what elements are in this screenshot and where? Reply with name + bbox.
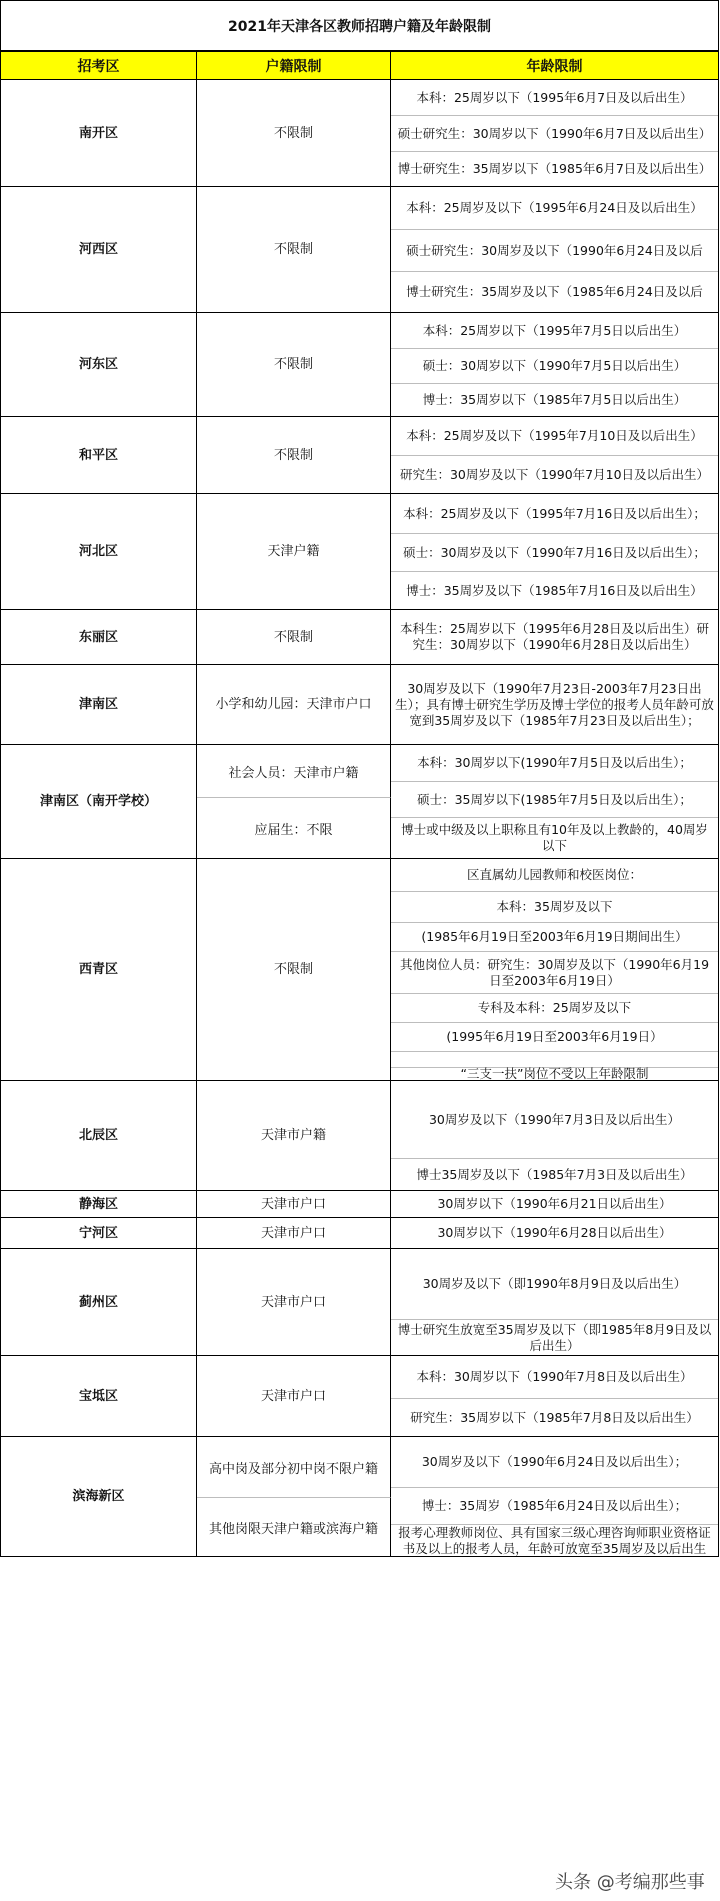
age-subcell: 硕士：30周岁及以下（1990年7月16日及以后出生）； <box>391 533 718 571</box>
age-subcell: 博士或中级及以上职称且有10年及以上教龄的，40周岁以下 <box>391 817 718 858</box>
district-cell: 宝坻区 <box>1 1356 197 1436</box>
table-row <box>0 1437 719 1557</box>
age-subcell: 30周岁及以下（1990年6月24日及以后出生）； <box>421 1454 688 1469</box>
age-subcell: 本科：35周岁及以下 <box>391 891 718 922</box>
age-subcell <box>391 1051 718 1067</box>
district-cell: 和平区 <box>1 417 197 493</box>
district-cell: 静海区 <box>1 1191 197 1217</box>
district-cell: 河东区 <box>1 313 197 416</box>
age-subcell: 30周岁以下（1990年6月21日以后出生） <box>437 1196 672 1211</box>
table-row <box>0 665 719 745</box>
district-cell: 津南区（南开学校） <box>1 745 197 858</box>
age-subcell: 硕士研究生：30周岁以下（1990年6月7日及以后出生） <box>391 115 718 151</box>
table-header <box>0 51 719 80</box>
age-subcell: “三支一扶”岗位不受以上年龄限制 <box>391 1067 718 1080</box>
huji-cell: 不限制 <box>197 859 391 1080</box>
table-row <box>0 1249 719 1356</box>
huji-cell: 天津市户口 <box>197 1249 391 1355</box>
huji-cell: 小学和幼儿园：天津市户口 <box>197 665 391 744</box>
district-cell: 滨海新区 <box>1 1437 197 1556</box>
table-row <box>0 494 719 610</box>
table-row <box>0 417 719 494</box>
age-subcell: 硕士：35周岁以下(1985年7月5日及以后出生）； <box>391 781 718 817</box>
age-subcell: 报考心理教师岗位、具有国家三级心理咨询师职业资格证书及以上的报考人员，年龄可放宽至35周岁及以后出生 <box>391 1524 718 1556</box>
header-district: 招考区 <box>1 52 197 79</box>
huji-cell: 天津市户口 <box>197 1356 391 1436</box>
table-row <box>0 80 719 187</box>
age-subcell: 本科：25周岁及以下（1995年7月10日及以后出生） <box>406 428 703 443</box>
age-subcell: 其他岗位人员：研究生：30周岁及以下（1990年6月19日至2003年6月19日） <box>391 951 718 993</box>
table-row <box>0 1218 719 1249</box>
age-subcell: 研究生：30周岁及以下（1990年7月10日及以后出生） <box>391 455 718 493</box>
age-subcell: 本科：30周岁以下（1990年7月8日及以后出生） <box>416 1369 693 1384</box>
age-subcell: 博士35周岁及以下（1985年7月3日及以后出生） <box>391 1158 718 1190</box>
district-cell: 东丽区 <box>1 610 197 664</box>
table-row <box>0 1081 719 1191</box>
age-subcell: 博士研究生放宽至35周岁及以下（即1985年8月9日及以后出生） <box>391 1319 718 1355</box>
huji-cell: 不限制 <box>197 610 391 664</box>
age-subcell: 本科：25周岁及以下（1995年6月24日及以后出生） <box>406 200 703 215</box>
district-cell: 南开区 <box>1 80 197 186</box>
age-subcell: 本科生：25周岁以下（1995年6月28日及以后出生）研究生：30周岁以下（1990年6月28日及以后出生） <box>399 621 710 652</box>
district-cell: 津南区 <box>1 665 197 744</box>
age-subcell: 博士：35周岁（1985年6月24日及以后出生）； <box>391 1487 718 1524</box>
watermark-text: 头条 @考编那些事 <box>555 1872 705 1893</box>
table-row <box>0 1356 719 1437</box>
huji-subcell: 应届生：不限 <box>197 797 391 858</box>
age-subcell: 本科：25周岁及以下（1995年7月16日及以后出生）； <box>403 505 706 521</box>
age-subcell: 博士：35周岁以下（1985年7月5日以后出生） <box>391 383 718 416</box>
age-subcell: 硕士研究生：30周岁及以下（1990年6月24日及以后 <box>391 229 718 271</box>
huji-subcell: 其他岗限天津户籍或滨海户籍 <box>197 1497 391 1556</box>
district-cell: 河北区 <box>1 494 197 609</box>
age-subcell: 区直属幼儿园教师和校医岗位： <box>466 867 642 882</box>
age-subcell: 博士：35周岁及以下（1985年7月16日及以后出生） <box>391 571 718 609</box>
huji-cell: 不限制 <box>197 313 391 416</box>
huji-cell: 天津市户口 <box>197 1218 391 1248</box>
age-subcell: 研究生：35周岁以下（1985年7月8日及以后出生） <box>391 1398 718 1436</box>
huji-cell: 天津市户籍 <box>197 1081 391 1190</box>
age-subcell: 30周岁及以下（1990年7月23日-2003年7月23日出生）；具有博士研究生学历及博士学位的报考人员年龄可放宽到35周岁及以下（1985年7月23日及以后出生）； <box>395 680 714 728</box>
age-subcell: 30周岁以下（1990年6月28日以后出生） <box>437 1225 672 1240</box>
table-row <box>0 610 719 665</box>
district-cell: 宁河区 <box>1 1218 197 1248</box>
table-row <box>0 313 719 417</box>
huji-cell: 不限制 <box>197 187 391 312</box>
district-cell: 西青区 <box>1 859 197 1080</box>
huji-cell: 不限制 <box>197 80 391 186</box>
huji-subcell: 高中岗及部分初中岗不限户籍 <box>197 1437 391 1497</box>
table-row <box>0 859 719 1081</box>
huji-cell: 天津户籍 <box>197 494 391 609</box>
district-cell: 北辰区 <box>1 1081 197 1190</box>
age-subcell: 30周岁及以下（1990年7月3日及以后出生） <box>428 1111 681 1127</box>
age-subcell: (1995年6月19日至2003年6月19日） <box>391 1022 718 1051</box>
huji-cell: 不限制 <box>197 417 391 493</box>
huji-subcell: 社会人员：天津市户籍 <box>197 745 391 797</box>
age-subcell: 硕士：30周岁以下（1990年7月5日以后出生） <box>391 348 718 383</box>
table-row <box>0 745 719 859</box>
age-subcell: 博士研究生：35周岁及以下（1985年6月24日及以后 <box>391 271 718 312</box>
age-subcell: 博士研究生：35周岁以下（1985年6月7日及以后出生） <box>391 151 718 186</box>
age-subcell: 专科及本科：25周岁及以下 <box>391 993 718 1022</box>
age-subcell: 30周岁及以下（即1990年8月9日及以后出生） <box>422 1276 687 1291</box>
header-huji: 户籍限制 <box>197 52 391 79</box>
age-subcell: (1985年6月19日至2003年6月19日期间出生） <box>391 922 718 951</box>
age-subcell: 本科：25周岁以下（1995年7月5日以后出生） <box>422 322 687 338</box>
table-row <box>0 1191 719 1218</box>
district-cell: 蓟州区 <box>1 1249 197 1355</box>
age-subcell: 本科：25周岁以下（1995年6月7日及以后出生） <box>416 89 693 105</box>
header-age: 年龄限制 <box>526 58 583 75</box>
table-row <box>0 187 719 313</box>
huji-cell: 天津市户口 <box>197 1191 391 1217</box>
table-title: 2021年天津各区教师招聘户籍及年龄限制 <box>0 0 719 51</box>
age-subcell: 本科：30周岁以下(1990年7月5日及以后出生）； <box>417 755 692 770</box>
district-cell: 河西区 <box>1 187 197 312</box>
